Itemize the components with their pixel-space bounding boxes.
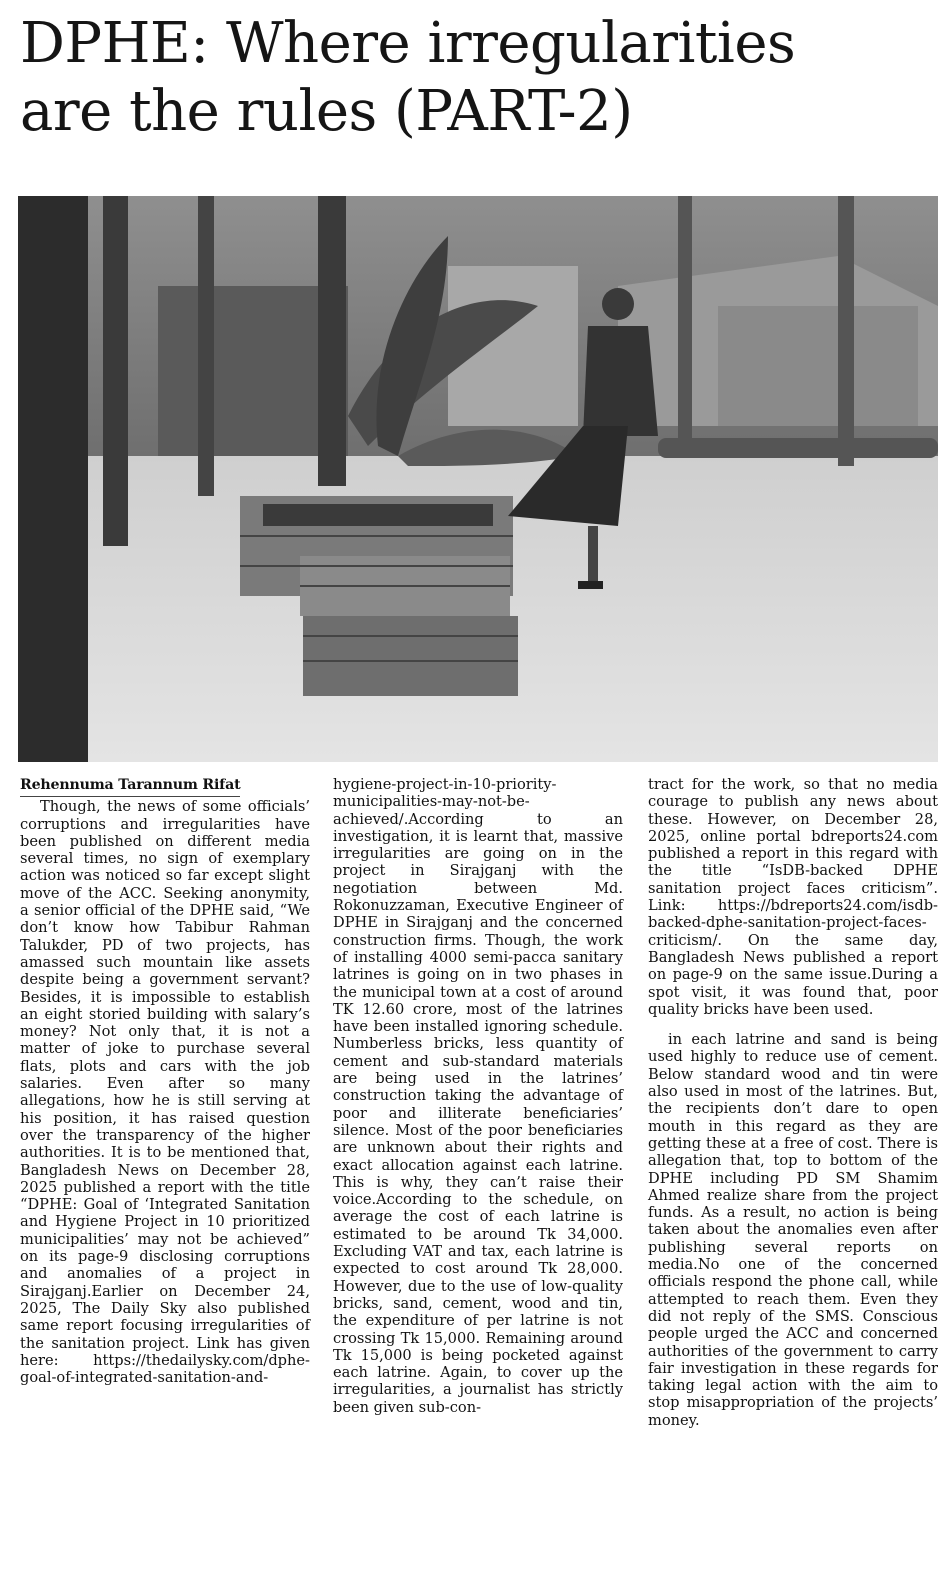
article-photo bbox=[18, 196, 938, 762]
article-paragraph: Though, the news of some officials’ corruptions and irregularities have been published on different media several times, no sign of exemplary action was noticed so far except slight move of the ACC. Seeking anonymity, a senior official of the DPHE said, “We don’t know how Tabibur Rahman Talukder, PD of two projects, has amassed such mountain like assets despite being a government servant? Besides, it is impossible to establish an eight storied building with salary’s money? Not only that, it is not a matter of joke to purchase several flats, plots and cars with the job salaries. Even after so many allegations, how he is still serving at his position, it has raised question over the transparency of the higher authorities. It is to be mentioned that, Bangladesh News on December 28, 2025 published a report with the title “DPHE: Goal of ‘Integrated Sanitation and Hygiene Project in 10 prioritized municipalities’ may not be achieved” on its page-9 disclosing corruptions and anomalies of a project in Sirajganj.Earlier on December 24, 2025, The Daily Sky also published same report focusing irregularities of the sanitation project. Link has given here: https://thedailysky.com/dphe-goal-of-integrated-sanitation-and- bbox=[20, 798, 310, 1387]
article-paragraph: tract for the work, so that no media courage to publish any news about these. However, on December 28, 2025, online portal bdreports24.com published a report in this regard with the title “IsDB-backed DPHE sanitation project faces criticism”. Link: https://bdreports24.com/isdb-backed-dphe-sanitation-project-faces-criticism/. On the same day, Bangladesh News published a report on page-9 on the same issue.During a spot visit, it was found that, poor quality bricks have been used. bbox=[648, 776, 938, 1018]
article-column-3 bbox=[648, 776, 938, 1429]
article-column-1 bbox=[20, 776, 310, 1386]
headline bbox=[20, 10, 940, 146]
article-paragraph: in each latrine and sand is being used highly to reduce use of cement. Below standard wood and tin were also used in most of the latrines. But, the recipients don’t dare to open mouth in this regard as they are getting these at a free of cost. There is allegation that, top to bottom of the DPHE including PD SM Shamim Ahmed realize share from the project funds. As a result, no action is being taken about the anomalies even after publishing several reports on media.No one of the concerned officials respond the phone call, while attempted to reach them. Even they did not reply of the SMS. Conscious people urged the ACC and concerned authorities of the government to carry fair investigation in these regards for taking legal action with the aim to stop misappropriation of the projects’ money. bbox=[648, 1031, 938, 1429]
photo-latrine-construction-icon bbox=[18, 196, 938, 762]
headline-line-1: DPHE: Where irregularities bbox=[20, 11, 796, 76]
byline: Rehennuma Tarannum Rifat bbox=[20, 777, 240, 797]
article-paragraph: hygiene-project-in-10-priority-municipalities-may-not-be-achieved/.According to an investigation, it is learnt that, massive irregularities are going on in the project in Sirajganj with the negotiation between Md. Rokonuzzaman, Executive Engineer of DPHE in Sirajganj and the concerned construction firms. Though, the work of installing 4000 semi-pacca sanitary latrines is going on in two phases in the municipal town at a cost of around TK 12.60 crore, most of the latrines have been installed ignoring schedule. Numberless bricks, less quantity of cement and sub-standard materials are being used in the latrines’ construction taking the advantage of poor and illiterate beneficiaries’ silence. Most of the poor beneficiaries are unknown about their rights and exact allocation against each latrine. This is why, they can’t raise their voice.According to the schedule, on average the cost of each latrine is estimated to be around Tk 34,000. Excluding VAT and tax, each latrine is expected to cost around Tk 28,000. However, due to the use of low-quality bricks, sand, cement, wood and tin, the expenditure of per latrine is not crossing Tk 15,000. Remaining around Tk 15,000 is being pocketed against each latrine. Again, to cover up the irregularities, a journalist has strictly been given sub-con- bbox=[333, 776, 623, 1416]
headline-line-2: are the rules (PART-2) bbox=[20, 79, 633, 144]
article-column-2 bbox=[333, 776, 623, 1416]
